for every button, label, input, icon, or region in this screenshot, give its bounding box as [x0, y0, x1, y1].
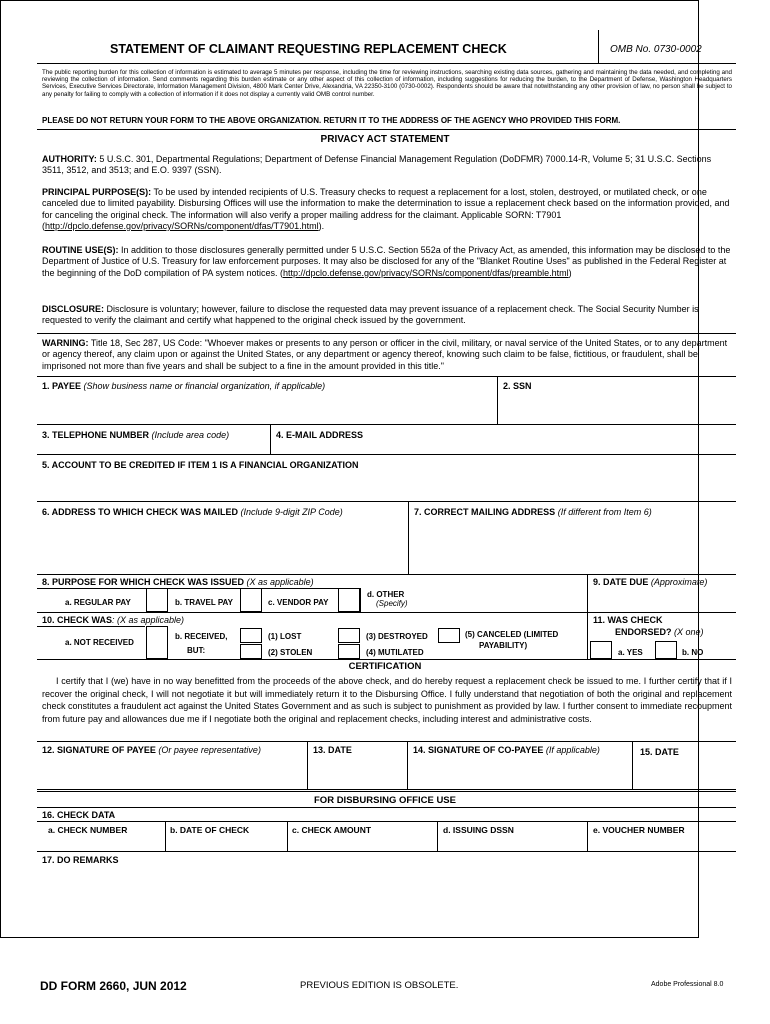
canceled-checkbox[interactable] — [438, 628, 460, 643]
certification-heading: CERTIFICATION — [348, 661, 422, 672]
copayee-signature-field[interactable] — [408, 757, 631, 788]
date-due-number: 9. DATE DUE — [593, 577, 649, 587]
received-label: b. RECEIVED, — [175, 632, 228, 641]
correct-address-number: 7. CORRECT MAILING ADDRESS — [414, 507, 556, 517]
date-of-check-label: b. DATE OF CHECK — [170, 825, 250, 835]
warning-section — [42, 338, 732, 372]
copayee-signature-number: 14. SIGNATURE OF CO-PAYEE — [413, 745, 544, 755]
disbursing-heading: FOR DISBURSING OFFICE USE — [314, 795, 456, 806]
mutilated-label: (4) MUTILATED — [366, 648, 424, 657]
return-notice: PLEASE DO NOT RETURN YOUR FORM TO THE ABOVE ORGANIZATION. RETURN IT TO THE ADDRESS OF THE AGENCY WHO PROVIDED THIS FORM. — [42, 116, 621, 125]
payee-label — [42, 381, 325, 391]
travel-pay-label: b. TRAVEL PAY — [175, 598, 233, 607]
authority-label: AUTHORITY: — [42, 154, 97, 164]
disclosure-section — [42, 304, 732, 327]
routine-end: ) — [568, 267, 572, 278]
payee-signature-field[interactable] — [38, 757, 306, 788]
stolen-checkbox[interactable] — [240, 644, 262, 659]
date-15-label: 15. DATE — [640, 747, 679, 757]
stolen-label: (2) STOLEN — [268, 648, 313, 657]
mutilated-checkbox[interactable] — [338, 644, 360, 659]
canceled-label-2: PAYABILITY) — [479, 641, 528, 650]
endorsed-label: 11. WAS CHECK — [593, 615, 663, 625]
purpose-end: ). — [318, 220, 325, 231]
endorsed-no-checkbox[interactable] — [655, 641, 677, 659]
payee-number: 1. PAYEE — [42, 381, 82, 391]
endorsed-yes-checkbox[interactable] — [590, 641, 612, 659]
address-hint: (Include 9-digit ZIP Code) — [240, 507, 343, 517]
vendor-pay-label: c. VENDOR PAY — [268, 598, 329, 607]
check-was-label — [42, 615, 184, 625]
received-but-label: BUT: — [187, 646, 206, 655]
purpose-label: PRINCIPAL PURPOSE(S): — [42, 187, 152, 197]
other-hint: (Specify) — [376, 599, 408, 608]
form-id: DD FORM 2660, JUN 2012 — [40, 979, 187, 993]
regular-pay-label: a. REGULAR PAY — [65, 598, 131, 607]
ssn-label: 2. SSN — [503, 381, 532, 391]
remarks-field[interactable] — [38, 867, 735, 966]
purpose-hint: (X as applicable) — [246, 577, 314, 587]
canceled-label: (5) CANCELED (LIMITED — [465, 630, 559, 639]
warning-label: WARNING: — [42, 338, 89, 348]
certification-text: I certify that I (we) have in no way benefitted from the proceeds of the above check, and do hereby request a replacement check be issued to me. I further certify that if I recover the original check, I will not negotiate it but will immediately return it to the Disbursing Office. I fully understand that negotiation of both the original and replacement check constitutes a fraudulent act against the United States Government and as such is subject to punishment as provided by law. I further consent to immediate recoupment from future pay and allowances due me if I negotiate both the original and replacement checks, including interest and administrative costs. — [42, 676, 732, 724]
form-title: STATEMENT OF CLAIMANT REQUESTING REPLACEMENT CHECK — [110, 42, 507, 56]
purpose-sorn-link[interactable]: http://dpclo.defense.gov/privacy/SORNs/component/dfas/T7901.html — [45, 220, 319, 231]
destroyed-label: (3) DESTROYED — [366, 632, 428, 641]
check-amount-label: c. CHECK AMOUNT — [292, 825, 372, 835]
payee-field[interactable] — [38, 393, 496, 423]
copayee-signature-hint: (If applicable) — [545, 745, 600, 755]
voucher-number-label: e. VOUCHER NUMBER — [593, 825, 685, 835]
payee-signature-number: 12. SIGNATURE OF PAYEE — [42, 745, 156, 755]
obsolete-notice: PREVIOUS EDITION IS OBSOLETE. — [300, 980, 459, 991]
purpose-label — [42, 577, 314, 587]
payee-signature-hint: (Or payee representative) — [158, 745, 261, 755]
regular-pay-checkbox[interactable] — [146, 588, 168, 612]
endorsed-label-2 — [615, 627, 704, 637]
account-field[interactable] — [38, 472, 735, 500]
purpose-number: 8. PURPOSE FOR WHICH CHECK WAS ISSUED — [42, 577, 245, 587]
check-was-hint: : (X as applicable) — [112, 615, 185, 625]
issuing-dssn-label: d. ISSUING DSSN — [443, 825, 514, 835]
email-label: 4. E-MAIL ADDRESS — [276, 430, 364, 440]
not-received-label: a. NOT RECEIVED — [65, 638, 134, 647]
date-due-label — [593, 577, 707, 587]
remarks-label: 17. DO REMARKS — [42, 855, 119, 865]
address-label — [42, 507, 343, 517]
address-number: 6. ADDRESS TO WHICH CHECK WAS MAILED — [42, 507, 239, 517]
authority-section — [42, 154, 732, 177]
payee-hint: (Show business name or financial organization, if applicable) — [83, 381, 326, 391]
lost-label: (1) LOST — [268, 632, 302, 641]
disclosure-label: DISCLOSURE: — [42, 304, 105, 314]
authority-text: 5 U.S.C. 301, Departmental Regulations; Department of Defense Financial Management Regulation (DoDFMR) 7000.14-R, Volume 5; 31 U.S.C. Sections 3511, 3512, and 3513; and E.O. 9397 (SSN). — [42, 154, 712, 176]
routine-section — [42, 245, 732, 279]
vendor-pay-checkbox[interactable] — [338, 588, 360, 612]
payee-signature-label — [42, 745, 261, 755]
lost-checkbox[interactable] — [240, 628, 262, 643]
check-data-label: 16. CHECK DATA — [42, 810, 116, 820]
check-was-number: 10. CHECK WAS — [42, 615, 113, 625]
endorsed-yes-label: a. YES — [618, 648, 643, 657]
check-number-label: a. CHECK NUMBER — [48, 825, 128, 835]
date-due-hint: (Approximate) — [650, 577, 708, 587]
endorsed-no-label: b. NO — [682, 648, 704, 657]
purpose-section — [42, 187, 732, 232]
burden-statement: The public reporting burden for this collection of information is estimated to average 5 minutes per response, including the time for reviewing instructions, searching existing data sources, gathering and maintaining the data needed, and completing and reviewing the collection of information. Send comments regarding this burden estimate or any other aspect of this collection of information, including suggestions for reducing the burden, to the Department of Defense, Washington Headquarters Services, Executive Services Directorate, Information Management Division, 4800 Mark Center Drive, Alexandria, VA 22350-3100 (0730-0002). Respondents should be aware that notwithstanding any other provision of law, no person shall be subject to any penalty for failing to comply with a collection of information if it does not display a currently valid OMB control number. — [42, 69, 732, 98]
destroyed-checkbox[interactable] — [338, 628, 360, 643]
purpose-text: To be used by intended recipients of U.S. Treasury checks to request a replacement for a lost, stolen, destroyed, or mutilated check, or one canceled due to limited payability. Disbursing Offices will use the information to make the determination to issue a replacement check based on the information provided, and for canceling the original check. The information will also verify a proper mailing address for the claimant. Applicable SORN: T7901 ( — [42, 187, 730, 231]
correct-address-label — [414, 507, 652, 517]
routine-label: ROUTINE USE(S): — [42, 245, 119, 255]
endorsed-hint: (X one) — [674, 627, 704, 637]
privacy-heading: PRIVACY ACT STATEMENT — [320, 134, 450, 145]
telephone-number: 3. TELEPHONE NUMBER — [42, 430, 150, 440]
endorsed-text: ENDORSED? — [615, 627, 672, 637]
travel-pay-checkbox[interactable] — [240, 588, 262, 612]
telephone-label — [42, 430, 229, 440]
other-label: d. OTHER — [367, 590, 405, 599]
copayee-signature-label — [413, 745, 600, 755]
omb-number: OMB No. 0730-0002 — [610, 44, 702, 55]
date-13-label: 13. DATE — [313, 745, 352, 755]
disclosure-text: Disclosure is voluntary; however, failure to disclose the requested data may prevent issuance of a replacement check. The Social Security Number is requested to verify the claimant and certify what happened to the original check issued by the government. — [42, 304, 699, 326]
correct-address-hint: (If different from Item 6) — [557, 507, 652, 517]
routine-preamble-link[interactable]: http://dpclo.defense.gov/privacy/SORNs/component/dfas/preamble.html — [282, 267, 569, 278]
account-label: 5. ACCOUNT TO BE CREDITED IF ITEM 1 IS A FINANCIAL ORGANIZATION — [42, 460, 359, 470]
software-note: Adobe Professional 8.0 — [651, 981, 724, 988]
warning-text: Title 18, Sec 287, US Code: "Whoever makes or presents to any person or officer in the civil, military, or naval service of the United States, or to any department or agency thereof, any claim upon or against the United States, or any department or agency thereof, knowing such claim to be false, fictitious, or fraudulent, shall be imprisoned not more than five years and shall be subject to a fine in the amount provided in this title." — [42, 338, 728, 371]
not-received-checkbox[interactable] — [146, 626, 168, 659]
routine-text: In addition to those disclosures generally permitted under 5 U.S.C. Section 552a of the Privacy Act, as amended, this information may be disclosed to the Department of Justice of U.S. Treasury for law enforcement purposes. It may also be disclosed for any of the "Blanket Routine Uses" as published in the Federal Register at the beginning of the DoD compilation of PA system notices. ( — [42, 245, 731, 278]
telephone-hint: (Include area code) — [151, 430, 230, 440]
ssn-field[interactable] — [498, 393, 735, 423]
